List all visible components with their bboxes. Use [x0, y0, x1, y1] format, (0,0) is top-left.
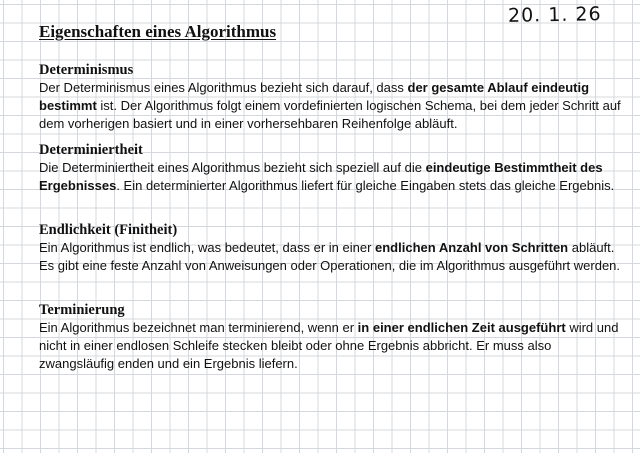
text-run: ist. Der Algorithmus folgt einem vordefinierten logischen Schema, bei dem jeder Schritt auf dem vorherigen basiert und in einer vorhersehbaren Reihenfolge abläuft.: [39, 98, 621, 131]
section-endlichkeit: [39, 222, 629, 275]
text-run-bold: in einer endlichen Zeit ausgeführt: [357, 320, 566, 335]
section-text: [39, 239, 629, 275]
section-heading: Terminierung: [39, 302, 125, 318]
text-run-bold: der gesamte Ablauf eindeutig bestimmt: [39, 80, 590, 113]
section-heading: Determinismus: [39, 62, 134, 78]
text-run: Der Determinismus eines Algorithmus bezieht sich darauf, dass: [39, 80, 408, 95]
text-run: wird und nicht in einer endlosen Schleife stecken bleibt oder ohne Ergebnis abbricht. Er muss also zwangsläufig enden und ein Ergebnis liefern.: [39, 320, 619, 371]
section-determinismus: [39, 62, 629, 133]
section-heading: Determiniertheit: [39, 142, 143, 158]
section-text: [39, 159, 629, 195]
section-text: [39, 319, 629, 373]
text-run-bold: eindeutige Bestimmtheit des Ergebnisses: [39, 160, 603, 193]
section-heading: Endlichkeit (Finitheit): [39, 222, 178, 238]
text-run: Ein Algorithmus ist endlich, was bedeutet, dass er in einer: [39, 240, 376, 255]
text-run: Ein Algorithmus bezeichnet man terminierend, wenn er: [39, 320, 358, 335]
page-title: Eigenschaften eines Algorithmus: [39, 22, 277, 41]
text-run-bold: endlichen Anzahl von Schritten: [375, 240, 569, 255]
text-run: abläuft. Es gibt eine feste Anzahl von Anweisungen oder Operationen, die im Algorithmus ausgeführt werden.: [39, 240, 621, 273]
section-text: [39, 79, 629, 133]
section-determiniertheit: [39, 142, 629, 195]
text-run: Die Determiniertheit eines Algorithmus bezieht sich speziell auf die: [39, 160, 426, 175]
handwritten-date: 20. 1. 26: [507, 3, 602, 27]
text-run: . Ein determinierter Algorithmus liefert für gleiche Eingaben stets das gleiche Ergebnis.: [116, 178, 615, 193]
section-terminierung: [39, 302, 629, 373]
